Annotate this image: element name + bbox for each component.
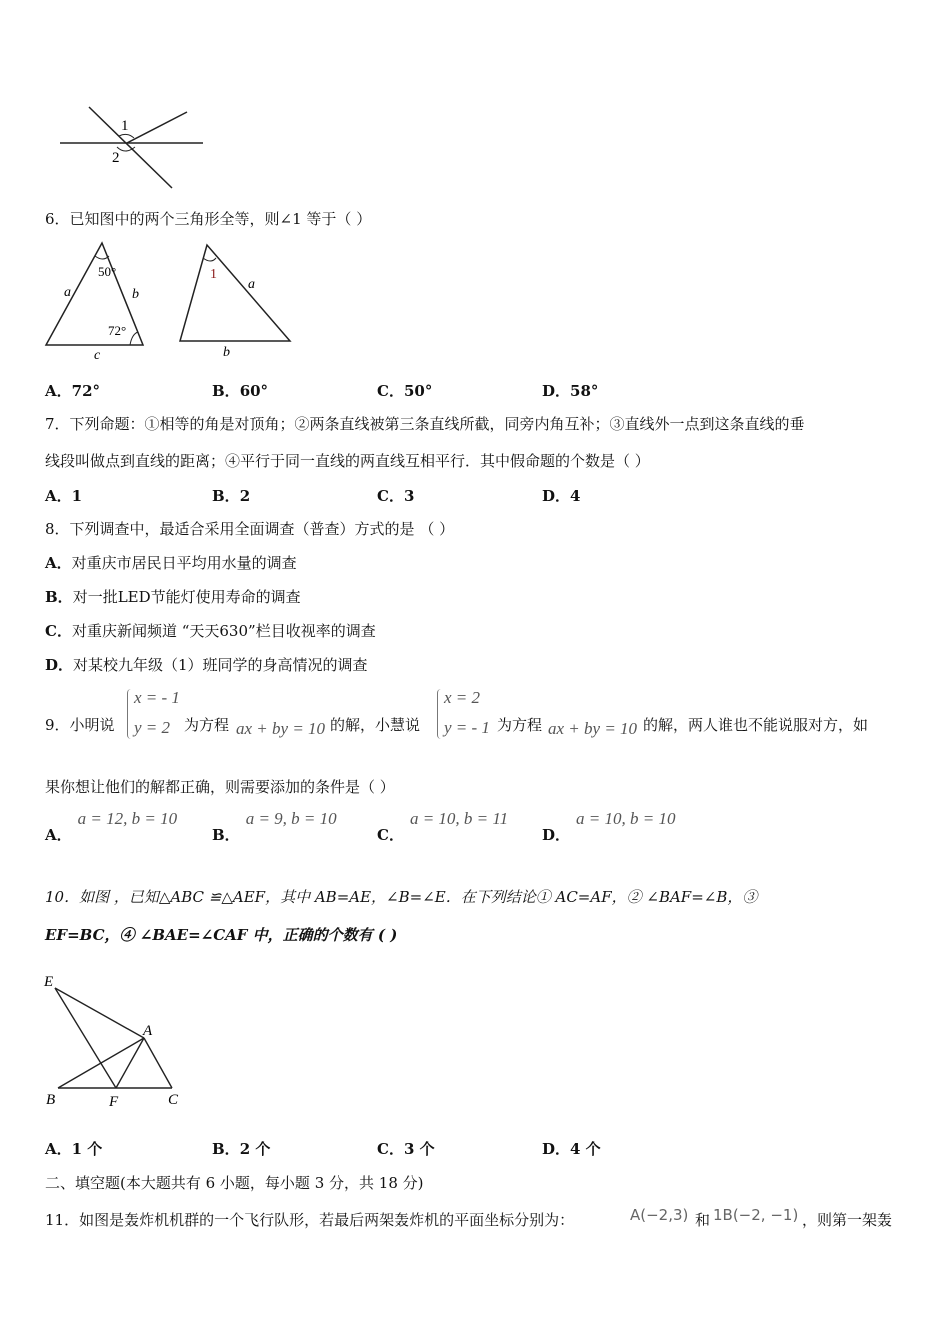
q8-option-c[interactable]: C．对重庆新闻频道 “天天630”栏目收视率的调查 [45,622,376,640]
equation-2: ax + by = 10 [548,719,638,738]
q7-option-d[interactable]: D．4 [542,487,581,505]
triangle-right [180,245,290,341]
label-b: b [132,287,139,302]
segment-ac [144,1038,172,1088]
segment-ef [55,988,116,1088]
point-a: A [143,1023,153,1039]
point-b: B [46,1092,56,1108]
system-brace-1 [127,689,134,739]
question-11-part2: 和 [695,1211,711,1229]
question-9-part2: 为方程 [184,716,230,734]
system-brace-2 [437,689,444,739]
q8-option-a[interactable]: A．对重庆市居民日平均用水量的调查 [45,554,297,572]
q6-option-a[interactable]: A．72° [45,382,101,400]
angle-label-1: 1 [121,118,129,134]
congruent-triangles-figure [40,238,310,363]
ray-line [127,112,187,143]
question-9-line2: 果你想让他们的解都正确，则需要添加的条件是（ ） [45,778,395,796]
point-c: C [168,1092,179,1108]
question-9-part3: 的解，小慧说 [330,716,421,734]
label-b2: b [223,345,230,360]
question-10-line1: 10．如图 ，已知△ABC ≌△AEF，其中 AB=AE，∠B=∠E．在下列结论① AC=AF，② ∠BAF=∠B，③ [45,888,758,906]
system1-x: x = - 1 [134,688,180,707]
question-7-line2: 线段叫做点到直线的距离；④平行于同一直线的两直线互相平行．其中假命题的个数是（ ） [45,452,650,470]
q10-option-c[interactable]: C．3 个 [377,1140,435,1158]
question-9-part4: 为方程 [497,716,543,734]
label-c: c [94,348,101,363]
q10-option-d[interactable]: D．4 个 [542,1140,601,1158]
point-f: F [109,1094,119,1108]
angle-label-2: 2 [112,150,120,166]
q7-option-a[interactable]: A．1 [45,487,83,505]
diagonal-line [89,107,172,188]
system2-x: x = 2 [444,688,481,707]
q9-option-d[interactable]: D．a = 10, b = 10 [542,809,676,844]
coordinate-b: 1B(−2, −1) [713,1206,799,1224]
angle-figure [55,100,215,195]
question-11-part1: 11．如图是轰炸机机群的一个飞行队形，若最后两架轰炸机的平面坐标分别为： [45,1211,575,1229]
label-72: 72° [108,323,127,338]
q9-option-b[interactable]: B．a = 9, b = 10 [212,809,337,844]
arc-1 [203,258,216,261]
q9-option-a[interactable]: A．a = 12, b = 10 [45,809,178,844]
equation-1: ax + by = 10 [236,719,326,738]
segment-ea [55,988,144,1038]
q6-option-d[interactable]: D．58° [542,382,599,400]
segment-ab [58,1038,144,1088]
q6-option-c[interactable]: C．50° [377,382,433,400]
label-50: 50° [98,264,117,279]
q7-option-c[interactable]: C．3 [377,487,415,505]
q8-option-d[interactable]: D．对某校九年级（1）班同学的身高情况的调查 [45,656,368,674]
question-6-text: 6．已知图中的两个三角形全等，则∠1 等于（ ） [45,210,372,228]
q10-option-b[interactable]: B．2 个 [212,1140,271,1158]
arc-72 [130,332,138,345]
coordinate-a: A(−2,3) [630,1206,689,1224]
q6-option-b[interactable]: B．60° [212,382,269,400]
question-9-part1: 9．小明说 [45,716,115,734]
q10-option-a[interactable]: A．1 个 [45,1140,103,1158]
system1-y: y = 2 [134,718,171,737]
label-a: a [64,285,71,300]
system2-y: y = - 1 [444,718,490,737]
question-8-text: 8．下列调查中，最适合采用全面调查（普查）方式的是 （ ） [45,520,455,538]
q7-option-b[interactable]: B．2 [212,487,251,505]
label-1: 1 [210,267,217,282]
q8-option-b[interactable]: B．对一批LED节能灯使用寿命的调查 [45,588,301,606]
congruent-triangles-abc-aef [40,968,190,1108]
question-10-line2: EF=BC，④ ∠BAE=∠CAF 中，正确的个数有 ( ) [45,926,398,944]
triangle-left [46,243,143,345]
label-a2: a [248,277,255,292]
point-e: E [44,974,54,990]
question-9-part5: 的解，两人谁也不能说服对方，如 [643,716,869,734]
section-2-title: 二、填空题(本大题共有 6 小题，每小题 3 分，共 18 分) [45,1174,424,1192]
question-7-line1: 7．下列命题：①相等的角是对顶角；②两条直线被第三条直线所截，同旁内角互补；③直线外一点到这条直线的垂 [45,415,805,433]
angle-arc-2 [117,147,135,151]
q9-option-c[interactable]: C．a = 10, b = 11 [377,809,509,844]
question-11-part3: ，则第一架轰 [802,1211,893,1229]
